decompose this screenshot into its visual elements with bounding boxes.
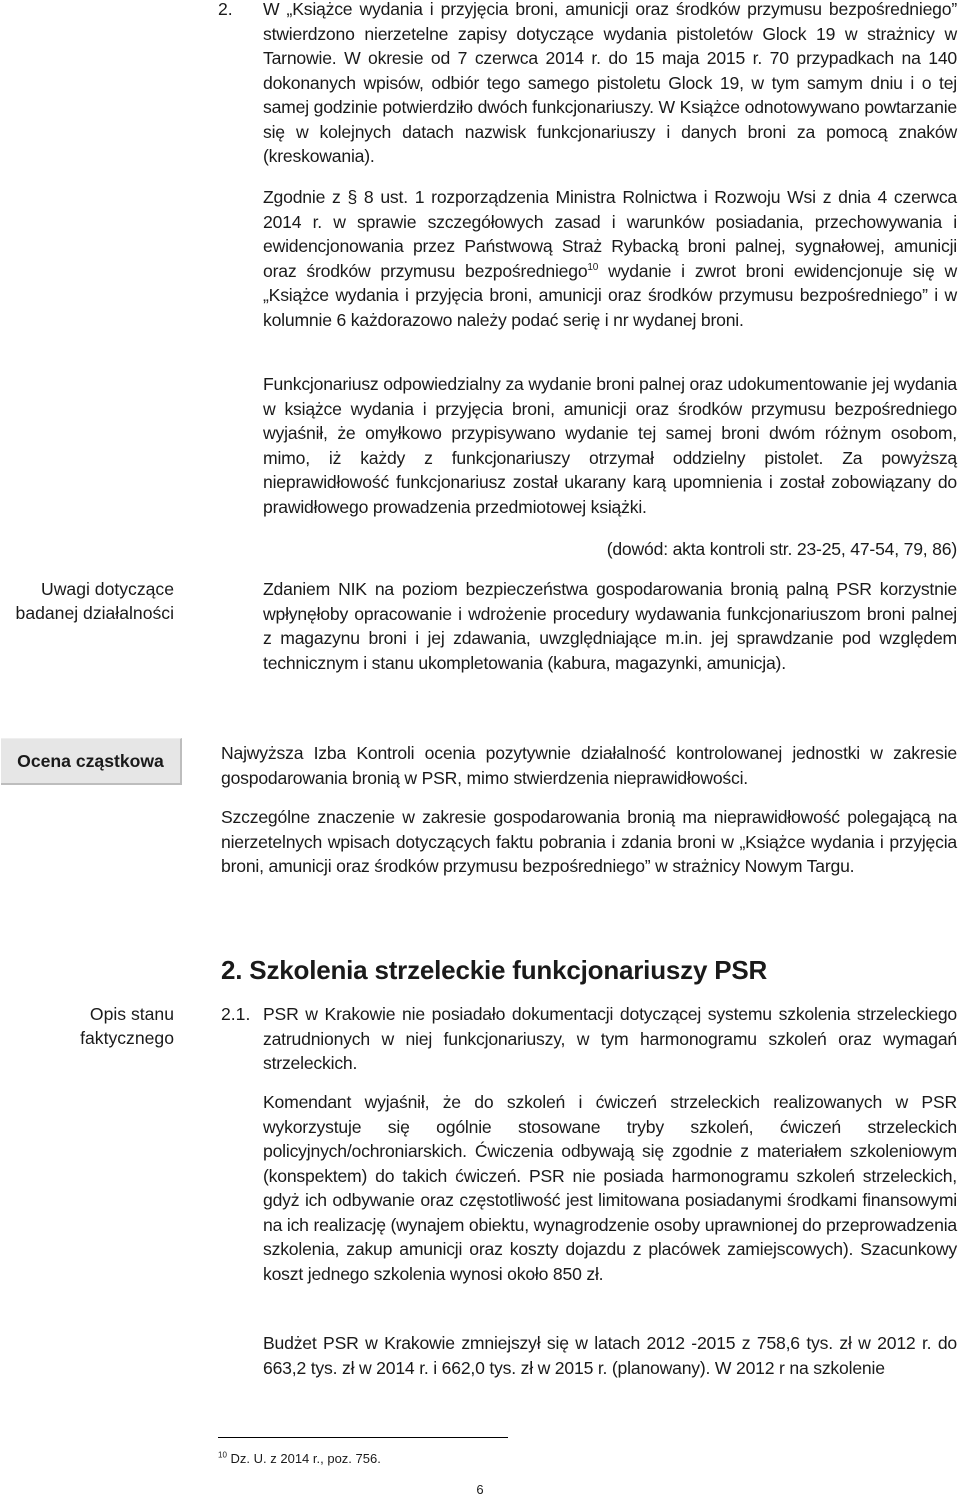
- paragraph-regulation: [263, 185, 957, 332]
- uwagi-label: Uwagi dotyczące badanej działalności: [15, 579, 174, 623]
- ocena-czastkowa-label: Ocena cząstkowa: [17, 750, 164, 771]
- opis-stanu-label: Opis stanu faktycznego: [80, 1004, 174, 1048]
- footnote-number: 10: [218, 1450, 227, 1460]
- footnote-text: Dz. U. z 2014 r., poz. 756.: [226, 1451, 381, 1466]
- paragraph-budget: Budżet PSR w Krakowie zmniejszył się w latach 2012 -2015 z 758,6 tys. zł w 2012 r. do 663,2 tys. zł w 2014 r. i 662,0 tys. zł w 2015 r. (planowany). W 2012 r na szkolenie: [263, 1333, 957, 1378]
- item-number: 2.: [218, 0, 233, 19]
- paragraph-explanation: Funkcjonariusz odpowiedzialny za wydanie broni palnej oraz udokumentowanie jej wydania w książce wydania i przyjęcia broni, amunicji oraz środków przymusu bezpośredniego wyjaśnił, że omyłkowo przypisywano wydanie tej samej broni dwóm różnym osobom, mimo, iż każdy z funkcjonariuszy otrzymał oddzielny pistolet. Za powyższą nieprawidłowość funkcjonariusz został ukarany karą upomnienia i został zobowiązany do prawidłowego prowadzenia przedmiotowej książki.: [263, 374, 957, 517]
- footnote-reference[interactable]: 10: [587, 261, 599, 273]
- paragraph-ksiazka-findings: W „Książce wydania i przyjęcia broni, amunicji oraz środków przymusu bezpośredniego” stwierdzono nierzetelne zapisy dotyczące wydania pistoletów Glock 19 w strażnicy w Tarnowie. W okresie od 7 czerwca 2014 r. do 15 maja 2015 r. 70 przypadkach na 140 dokonanych wpisów, odbiór tego samego pistoletu Glock 19, w tym samym dniu i o tej samej godzinie potwierdziło dwóch funkcjonariuszy. W Książce odnotowywano powtarzanie się w kolejnych datach nazwisk funkcjonariuszy i danych broni za pomocą znaków (kreskowania).: [263, 0, 957, 166]
- paragraph-uwagi: Zdaniem NIK na poziom bezpieczeństwa gospodarowania bronią palną PSR korzystnie wpłynęłoby opracowanie i wdrożenie procedury wydawania funkcjonariuszom broni palnej z magazynu broni i jej zdawania, uwzględniające m.in. jej sprawdzanie pod względem technicznym i stanu ukompletowania (kabura, magazynki, amunicja).: [263, 579, 957, 673]
- evidence-reference: (dowód: akta kontroli str. 23-25, 47-54, 79, 86): [606, 539, 957, 559]
- paragraph-ocena-irregularity: Szczególne znaczenie w zakresie gospodarowania bronią ma nieprawidłowość polegającą na nierzetelnych wpisach dotyczących faktu pobrania i zdania broni w „Książce wydania i przyjęcia broni, amunicji oraz środków przymusu bezpośredniego” w strażnicy Nowym Targu.: [221, 807, 957, 876]
- footnote-separator: [218, 1437, 508, 1438]
- footnote: [218, 1451, 381, 1466]
- paragraph-ocena-positive: Najwyższa Izba Kontroli ocenia pozytywnie działalność kontrolowanej jednostki w zakresie gospodarowania bronią w PSR, mimo stwierdzenia nieprawidłowości.: [221, 743, 957, 788]
- paragraph-no-documentation: PSR w Krakowie nie posiadało dokumentacji dotyczącej systemu szkolenia strzeleckiego zatrudnionych w niej funkcjonariuszy, w tym harmonogramu szkoleń oraz wymagań strzeleckich.: [263, 1004, 957, 1073]
- page-number: 6: [476, 1482, 484, 1497]
- ocena-czastkowa-box: [1, 738, 182, 785]
- section-heading: 2. Szkolenia strzeleckie funkcjonariuszy PSR: [221, 955, 768, 985]
- item-number-2-1: 2.1.: [221, 1004, 251, 1024]
- paragraph-commandant-explanation: Komendant wyjaśnił, że do szkoleń i ćwiczeń strzeleckich realizowanych w PSR wykorzystuje się ogólnie stosowane tryby szkoleń, ćwiczeń strzeleckich policyjnych/ochroniarskich. Ćwiczenia odbywają się zgodnie z materiałem szkoleniowym (konspektem) do takich ćwiczeń. PSR nie posiada harmonogramu szkoleń strzeleckich, gdyż ich odbywanie oraz częstotliwość jest limitowana posiadanymi środkami finansowymi na ich realizację (wynajem obiektu, wynagrodzenie osoby uprawnionej do przeprowadzenia szkolenia, zakup amunicji oraz koszty dojazdu z placówek zamiejscowych). Szacunkowy koszt jednego szkolenia wynosi około 850 zł.: [263, 1092, 957, 1284]
- regulation-text-cont: wydanie i zwrot broni ewidencjonuje się w „Książce wydania i przyjęcia broni, amunicji oraz środków przymusu bezpośredniego” i w kolumnie 6 każdorazowo należy podać serię i nr wydanej broni.: [263, 260, 958, 330]
- regulation-text: Zgodnie z § 8 ust. 1 rozporządzenia Ministra Rolnictwa i Rozwoju Wsi z dnia 4 czerwca 2014 r. w sprawie szczegółowych zasad i warunków posiadania, przechowywania i ewidencjonowania przez Państwową Straż Rybacką broni palnej, sygnałowej, amunicji oraz środków przymusu bezpośredniego: [263, 187, 957, 281]
